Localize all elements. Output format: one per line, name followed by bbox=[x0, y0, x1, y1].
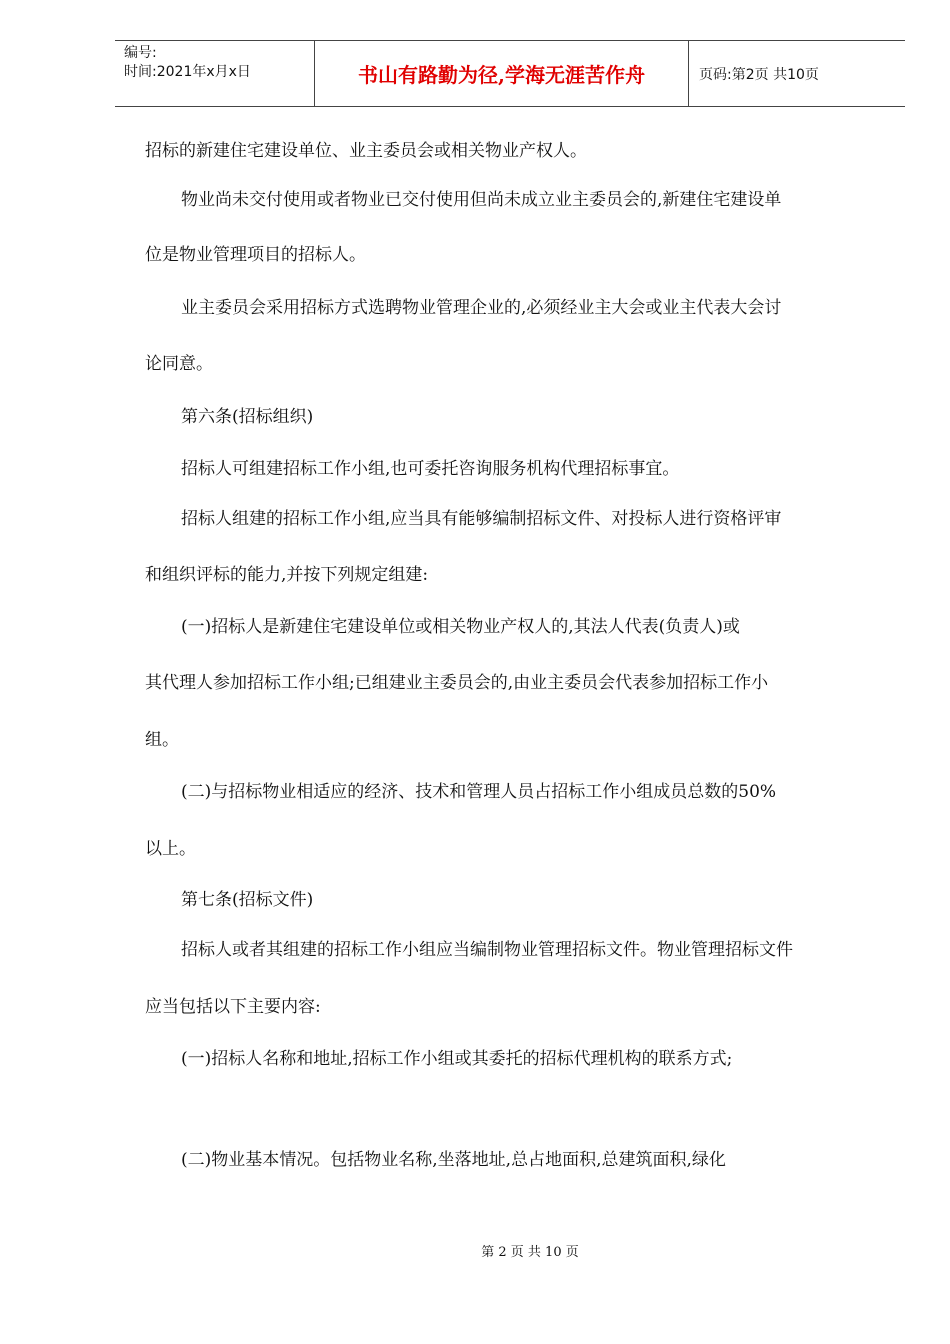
body-line: 位是物业管理项目的招标人。 bbox=[145, 245, 366, 265]
body-line: 组。 bbox=[145, 730, 179, 750]
body-line: 其代理人参加招标工作小组;已组建业主委员会的,由业主委员会代表参加招标工作小 bbox=[145, 673, 769, 693]
header-meta bbox=[115, 41, 315, 106]
body-line: (二)与招标物业相适应的经济、技术和管理人员占招标工作小组成员总数的50% bbox=[181, 782, 777, 802]
header-number: 编号: bbox=[124, 45, 157, 61]
header-motto: 书山有路勤为径,学海无涯苦作舟 bbox=[315, 41, 689, 106]
body-line: 招标人组建的招标工作小组,应当具有能够编制招标文件、对投标人进行资格评审 bbox=[181, 509, 782, 529]
body-line: (一)招标人名称和地址,招标工作小组或其委托的招标代理机构的联系方式; bbox=[181, 1049, 733, 1069]
body-line: (一)招标人是新建住宅建设单位或相关物业产权人的,其法人代表(负责人)或 bbox=[181, 617, 740, 637]
body-line: 论同意。 bbox=[145, 354, 213, 374]
body-line: 以上。 bbox=[145, 839, 196, 859]
body-line: (二)物业基本情况。包括物业名称,坐落地址,总占地面积,总建筑面积,绿化 bbox=[181, 1150, 726, 1170]
section-heading: 第七条(招标文件) bbox=[181, 890, 314, 910]
section-heading: 第六条(招标组织) bbox=[181, 407, 314, 427]
body-line: 应当包括以下主要内容: bbox=[145, 997, 321, 1017]
header-time: 时间:2021年x月x日 bbox=[124, 64, 251, 80]
body-line: 招标人或者其组建的招标工作小组应当编制物业管理招标文件。物业管理招标文件 bbox=[181, 940, 793, 960]
page-footer: 第 2 页 共 10 页 bbox=[481, 1245, 579, 1260]
body-line: 和组织评标的能力,并按下列规定组建: bbox=[145, 565, 429, 585]
body-line: 招标的新建住宅建设单位、业主委员会或相关物业产权人。 bbox=[145, 141, 587, 161]
body-line: 物业尚未交付使用或者物业已交付使用但尚未成立业主委员会的,新建住宅建设单 bbox=[181, 190, 782, 210]
header-page-info: 页码:第2页 共10页 bbox=[699, 66, 819, 83]
body-line: 业主委员会采用招标方式选聘物业管理企业的,必须经业主大会或业主代表大会讨 bbox=[181, 298, 782, 318]
body-line: 招标人可组建招标工作小组,也可委托咨询服务机构代理招标事宜。 bbox=[181, 459, 680, 479]
page-header bbox=[115, 40, 905, 107]
